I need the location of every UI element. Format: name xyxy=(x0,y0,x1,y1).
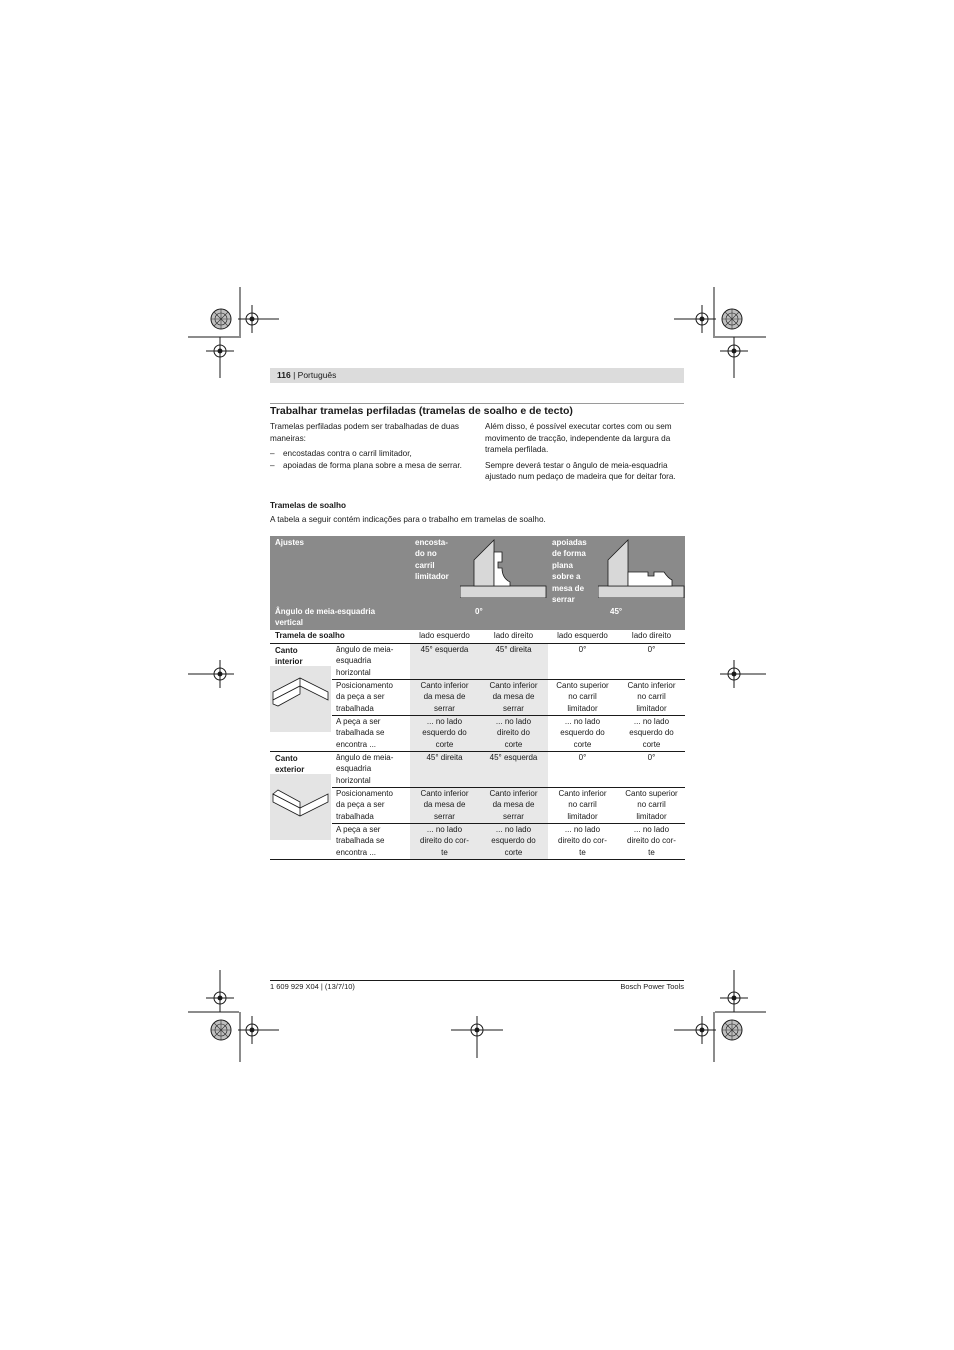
table-intro: A tabela a seguir contém indicações para o trabalho em tramelas de soalho. xyxy=(270,515,546,524)
table-cell: Canto inferior da mesa de serrar xyxy=(420,681,469,713)
table-cell: 45° esquerda xyxy=(420,645,469,654)
side-label: lado esquerdo xyxy=(557,631,608,640)
table-cell: 0° xyxy=(647,753,656,762)
fence-board-illustration xyxy=(460,538,548,598)
list-item xyxy=(270,448,470,460)
page-header xyxy=(277,370,336,380)
table-cell: ... no lado direito do corte xyxy=(495,717,532,749)
list-dash: – xyxy=(270,449,275,459)
row-label: Posicionamento da peça a ser trabalhada xyxy=(336,681,393,713)
flat-board-illustration xyxy=(598,538,686,598)
group-label-canto-interior: Canto interior xyxy=(275,646,303,667)
row-label: A peça a ser trabalhada se encontra ... xyxy=(336,717,385,749)
table-rule xyxy=(270,859,685,860)
footer-rule xyxy=(270,980,684,981)
table-cell: ... no lado direito do cor- te xyxy=(558,825,607,857)
list-item-text: apoiadas de forma plana sobre a mesa de serrar. xyxy=(283,460,462,470)
paragraph: Além disso, é possível executar cortes com ou sem movimento de tracção, independente da largura da tramela perfilada. xyxy=(485,422,672,455)
table-cell: Canto superior no carril limitador xyxy=(556,681,609,713)
left-column xyxy=(270,421,470,471)
table-cell: Canto superior no carril limitador xyxy=(625,789,678,821)
header-apoiadas: apoiadas de forma plana sobre a mesa de serrar xyxy=(552,538,587,605)
side-label: lado direito xyxy=(493,631,534,640)
header-ajustes: Ajustes xyxy=(275,538,304,547)
header-separator: | xyxy=(290,370,298,380)
settings-table xyxy=(270,536,685,861)
inner-corner-illustration xyxy=(270,666,331,732)
side-label: lado direito xyxy=(631,631,672,640)
header-language: Português xyxy=(297,370,337,380)
row-label: ângulo de meia- esquadria horizontal xyxy=(336,753,394,785)
angle-0: 0° xyxy=(475,607,483,616)
table-cell: Canto inferior no carril limitador xyxy=(627,681,676,713)
outer-corner-illustration xyxy=(270,774,331,840)
section-rule xyxy=(270,403,684,404)
table-cell: ... no lado esquerdo do corte xyxy=(629,717,674,749)
list-dash: – xyxy=(270,460,275,470)
table-cell: ... no lado esquerdo do corte xyxy=(491,825,536,857)
footer-doc-number: 1 609 929 X04 | (13/7/10) xyxy=(270,982,355,991)
group-label-canto-exterior: Canto exterior xyxy=(275,754,305,775)
section-title: Trabalhar tramelas perfiladas (tramelas de soalho e de tecto) xyxy=(270,405,573,417)
subsection-title: Tramelas de soalho xyxy=(270,501,346,510)
right-column xyxy=(485,421,685,487)
table-cell: Canto inferior da mesa de serrar xyxy=(489,789,538,821)
paragraph: Sempre deverá testar o ângulo de meia-esquadria ajustado num pedaço de madeira que for deitar fora. xyxy=(485,460,676,482)
angle-45: 45° xyxy=(610,607,623,616)
table-cell: ... no lado esquerdo do corte xyxy=(560,717,605,749)
list-item-text: encostadas contra o carril limitador, xyxy=(283,449,412,459)
header-encostadas: encosta- do no carril limitador xyxy=(415,538,449,582)
list-item xyxy=(270,460,470,472)
table-cell: 0° xyxy=(647,645,656,654)
table-cell: ... no lado esquerdo do corte xyxy=(422,717,467,749)
table-cell: 45° direita xyxy=(426,753,463,762)
table-cell: 0° xyxy=(578,753,587,762)
table-cell: 45° direita xyxy=(495,645,532,654)
page-number: 116 xyxy=(277,370,291,380)
table-cell: Canto inferior no carril limitador xyxy=(558,789,607,821)
footer-brand: Bosch Power Tools xyxy=(620,982,684,991)
row-label: ângulo de meia- esquadria horizontal xyxy=(336,645,394,677)
table-cell: 45° esquerda xyxy=(489,753,538,762)
table-cell: 0° xyxy=(578,645,587,654)
table-cell: Canto inferior da mesa de serrar xyxy=(489,681,538,713)
header-angle-label: Ângulo de meia-esquadria vertical xyxy=(275,607,376,628)
row-label: A peça a ser trabalhada se encontra ... xyxy=(336,825,385,857)
table-cell: Canto inferior da mesa de serrar xyxy=(420,789,469,821)
table-cell: ... no lado direito do cor- te xyxy=(420,825,469,857)
side-label: lado esquerdo xyxy=(419,631,470,640)
row-label-tramela: Tramela de soalho xyxy=(275,631,345,640)
row-label: Posicionamento da peça a ser trabalhada xyxy=(336,789,393,821)
intro-paragraph: Tramelas perfiladas podem ser trabalhadas de duas maneiras: xyxy=(270,422,460,443)
table-cell: ... no lado direito do cor- te xyxy=(627,825,676,857)
